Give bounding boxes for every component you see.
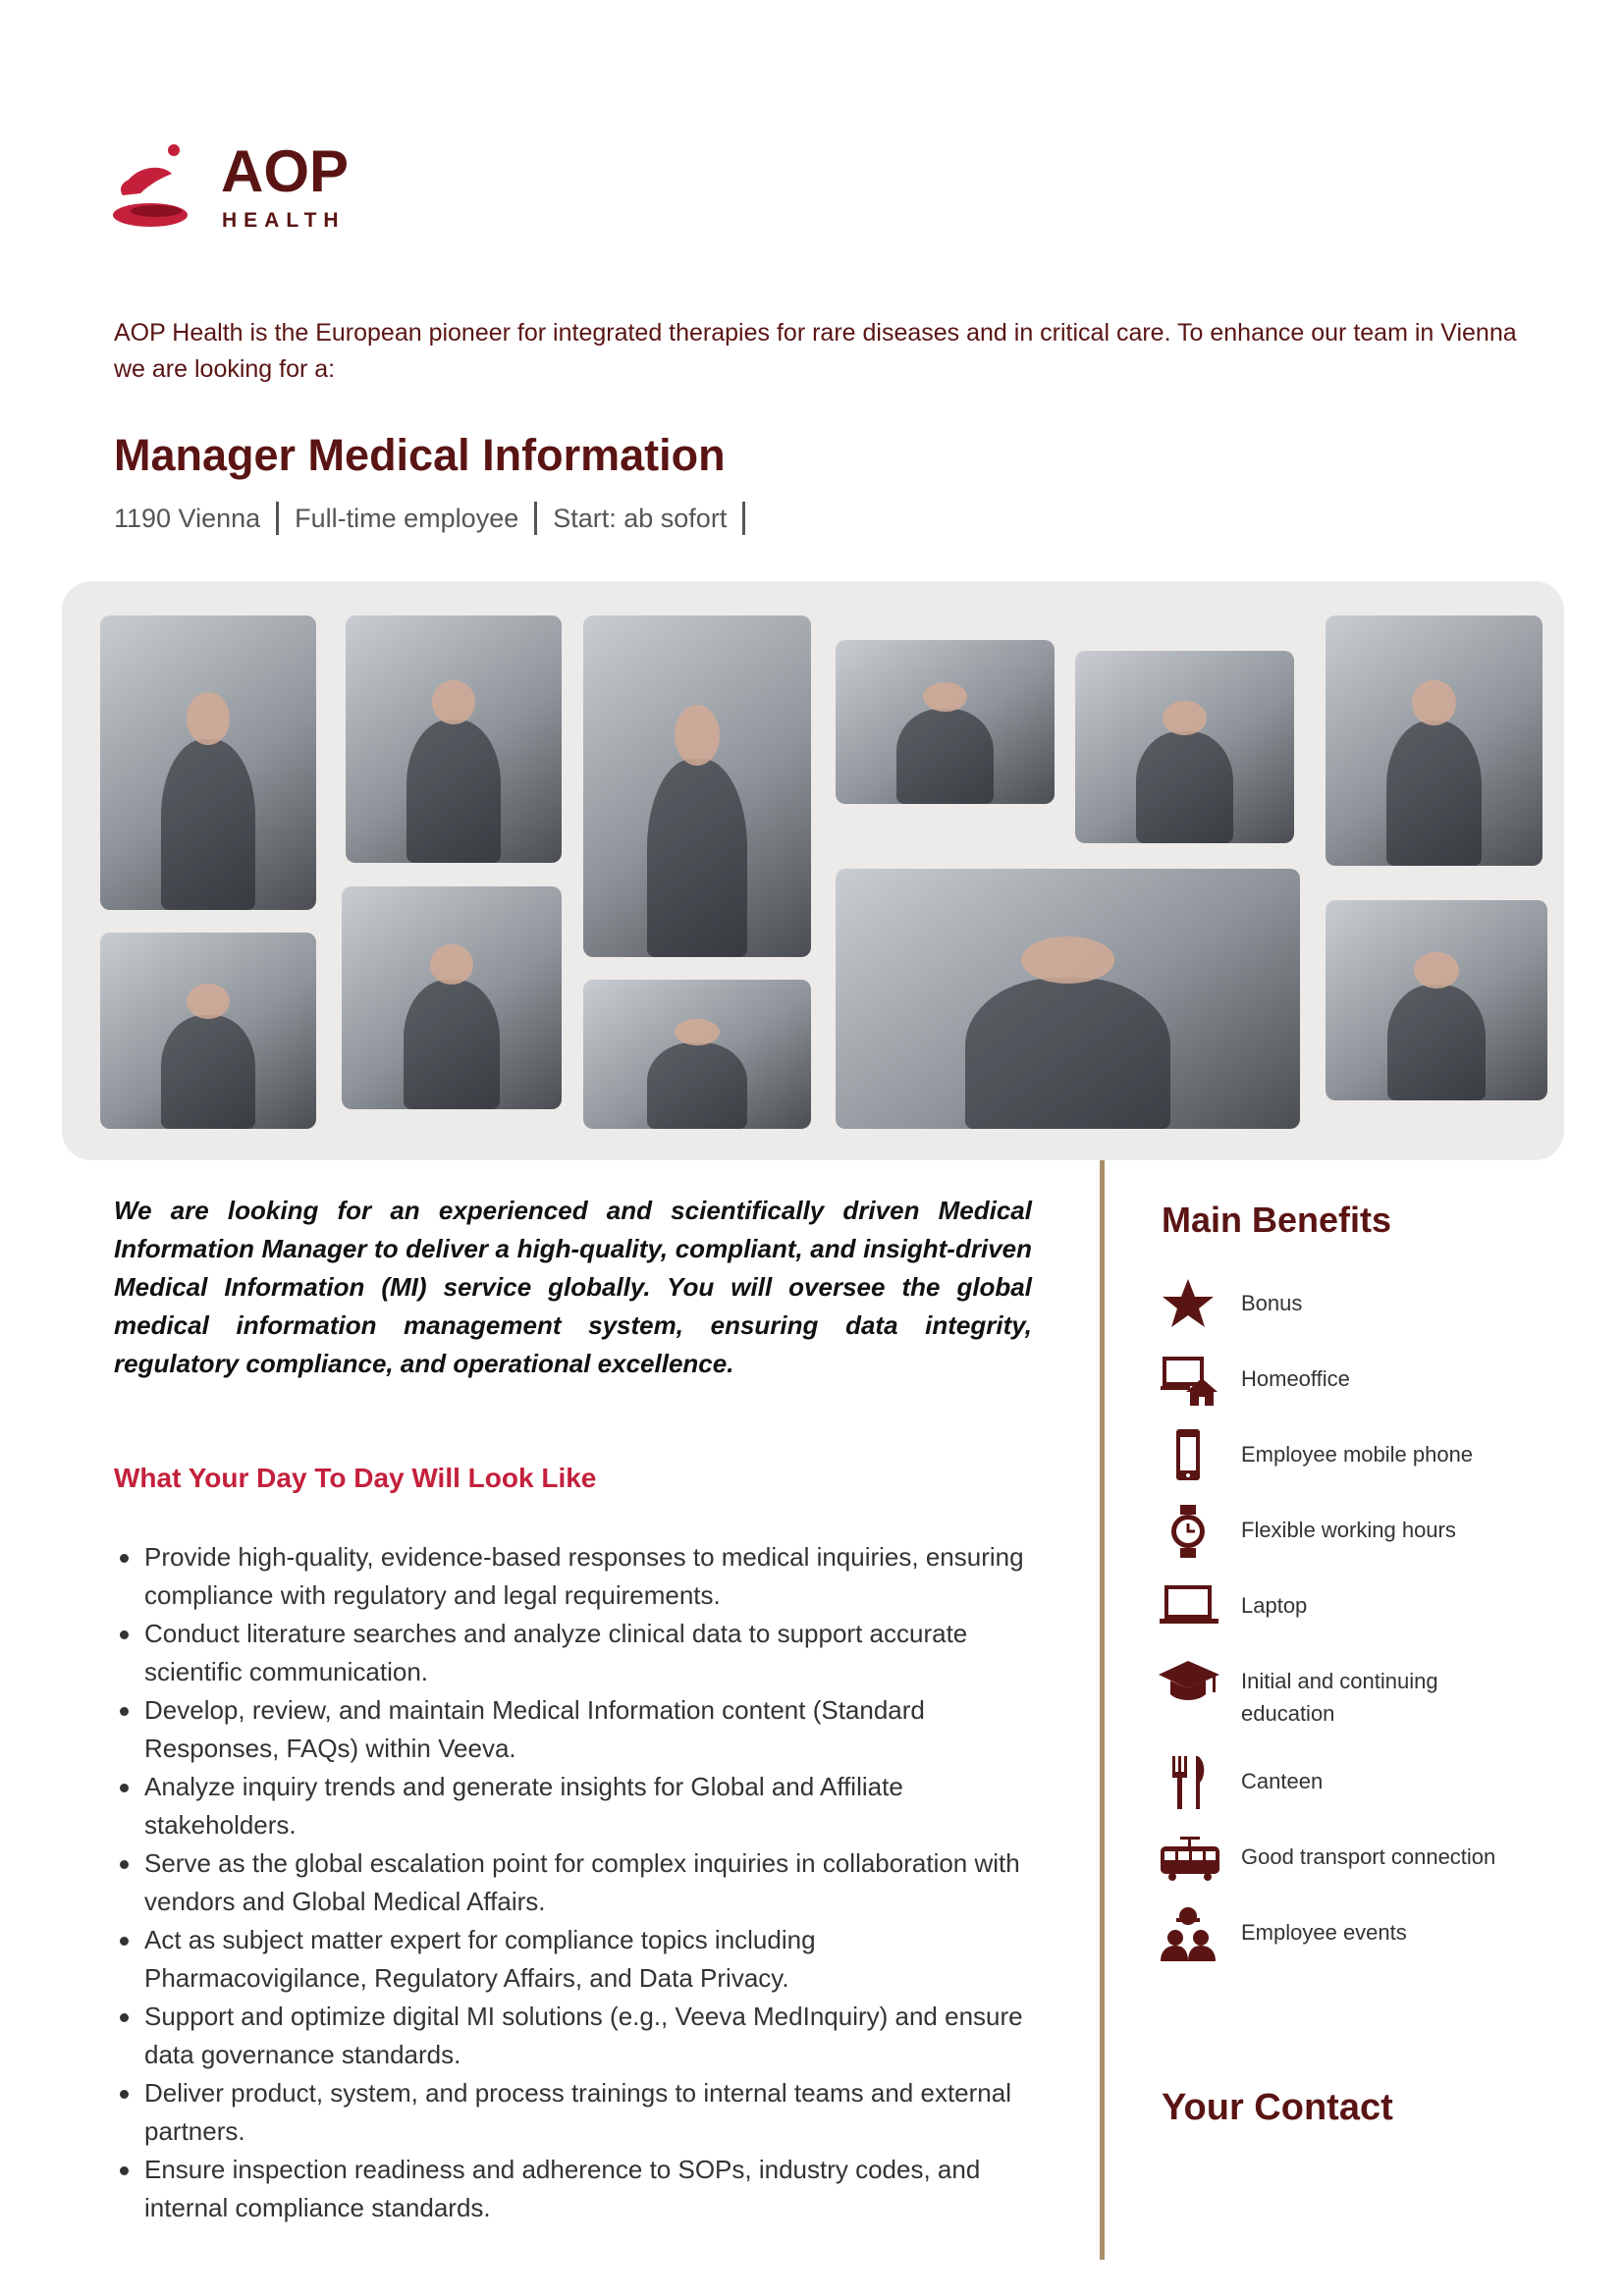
company-logo (111, 144, 386, 233)
star-icon (1159, 1277, 1221, 1332)
duties-list (114, 1538, 1037, 2227)
job-employment-type: Full-time employee (295, 503, 519, 533)
photo-gallery (62, 581, 1564, 1160)
benefit-label: Initial and continuing education (1241, 1669, 1438, 1726)
team-photo (836, 640, 1055, 804)
duty-item: Support and optimize digital MI solutions (e.g., Veeva MedInquiry) and ensure data governance standards. (114, 1998, 1037, 2074)
duty-item: Develop, review, and maintain Medical Information content (Standard Responses, FAQs) within Veeva. (114, 1691, 1037, 1768)
job-location: 1190 Vienna (114, 503, 261, 533)
duties-heading: What Your Day To Day Will Look Like (114, 1463, 597, 1493)
benefit-item (1159, 1277, 1551, 1332)
team-photo (100, 933, 316, 1129)
cutlery-icon (1159, 1755, 1221, 1810)
benefit-label: Good transport connection (1241, 1844, 1496, 1869)
contact-heading: Your Contact (1162, 2087, 1393, 2128)
team-photo (100, 615, 316, 910)
homeoffice-icon (1159, 1353, 1221, 1408)
team-photo (836, 869, 1300, 1129)
benefit-item (1159, 1353, 1551, 1408)
job-meta (114, 502, 761, 535)
team-photo (583, 980, 811, 1129)
team-photo (346, 615, 562, 863)
mobile-phone-icon (1159, 1428, 1221, 1483)
benefit-item (1159, 1755, 1551, 1810)
duty-item: Deliver product, system, and process trainings to internal teams and external partners. (114, 2074, 1037, 2151)
job-start-date: Start: ab sofort (553, 503, 728, 533)
benefit-item (1159, 1906, 1551, 1961)
benefit-label: Canteen (1241, 1769, 1324, 1793)
benefit-item (1159, 1504, 1551, 1559)
duty-item: Provide high-quality, evidence-based responses to medical inquiries, ensuring compliance with regulatory and legal requirements. (114, 1538, 1037, 1615)
team-photo (1326, 615, 1543, 866)
graduation-cap-icon (1159, 1655, 1221, 1710)
meta-separator (742, 502, 745, 535)
benefit-label: Bonus (1241, 1291, 1303, 1315)
column-divider (1100, 1160, 1105, 2260)
logo-subtitle: HEALTH (222, 209, 346, 232)
benefit-item (1159, 1655, 1551, 1730)
benefit-label: Laptop (1241, 1593, 1308, 1618)
benefit-label: Flexible working hours (1241, 1518, 1456, 1542)
benefit-label: Homeoffice (1241, 1366, 1350, 1391)
benefit-label: Employee mobile phone (1241, 1442, 1474, 1467)
team-photo (342, 886, 562, 1109)
duty-item: Serve as the global escalation point for complex inquiries in collaboration with vendors and Global Medical Affairs. (114, 1844, 1037, 1921)
intro-text: AOP Health is the European pioneer for integrated therapies for rare diseases and in critical care. To enhance our team in Vienna we are looking for a: (114, 319, 1517, 383)
watch-icon (1159, 1504, 1221, 1559)
benefit-item (1159, 1831, 1551, 1886)
duty-item: Act as subject matter expert for compliance topics including Pharmacovigilance, Regulatory Affairs, and Data Privacy. (114, 1921, 1037, 1998)
duty-item: Ensure inspection readiness and adherence to SOPs, industry codes, and internal compliance standards. (114, 2151, 1037, 2227)
duty-item: Analyze inquiry trends and generate insights for Global and Affiliate stakeholders. (114, 1768, 1037, 1844)
team-photo (583, 615, 811, 957)
duty-item: Conduct literature searches and analyze clinical data to support accurate scientific communication. (114, 1615, 1037, 1691)
benefit-item (1159, 1428, 1551, 1483)
benefit-item (1159, 1579, 1551, 1634)
tram-icon (1159, 1831, 1221, 1886)
benefits-heading: Main Benefits (1162, 1200, 1392, 1240)
lead-paragraph: We are looking for an experienced and scientifically driven Medical Information Manager to deliver a high-quality, compliant, and insight-driven Medical Information (MI) service globally. You will oversee the global medical information management system, ensuring data integrity, regulatory compliance, and operational excellence. (114, 1196, 1032, 1378)
meta-separator (276, 502, 279, 535)
job-title: Manager Medical Information (114, 430, 726, 480)
meta-separator (534, 502, 537, 535)
laptop-icon (1159, 1579, 1221, 1634)
people-icon (1159, 1906, 1221, 1961)
benefit-label: Employee events (1241, 1920, 1407, 1945)
logo-wordmark: AOP (221, 144, 350, 204)
team-photo (1326, 900, 1547, 1100)
team-photo (1075, 651, 1294, 843)
